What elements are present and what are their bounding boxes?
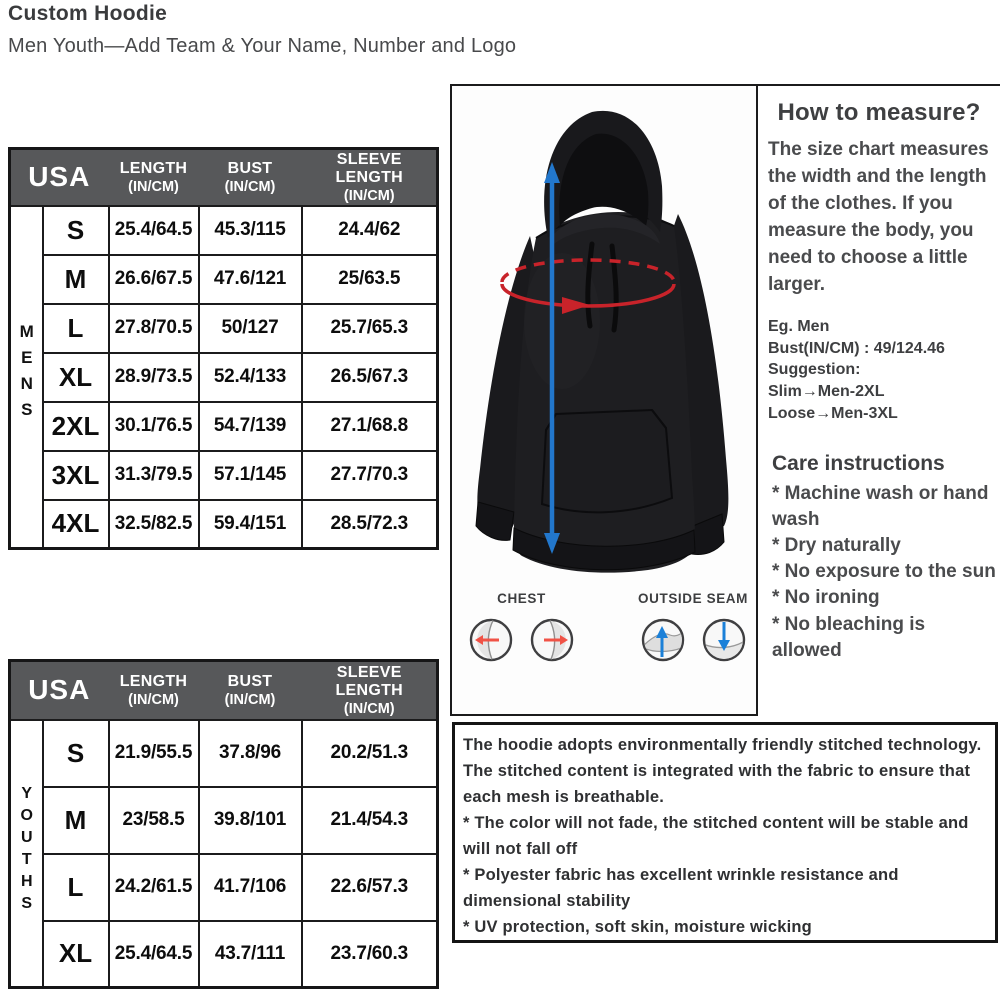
sleeve-cell: 25.7/65.3 xyxy=(302,304,438,353)
size-cell: M xyxy=(43,255,109,304)
chest-measure-right-icon xyxy=(529,617,575,663)
example-line: Suggestion: xyxy=(768,361,861,379)
table-row xyxy=(10,353,438,402)
length-cell: 27.8/70.5 xyxy=(109,304,199,353)
sleeve-cell: 25/63.5 xyxy=(302,255,438,304)
mens-sleeve-header: SLEEVE LENGTH (IN/CM) xyxy=(302,149,438,206)
page-subtitle: Men Youth—Add Team & Your Name, Number and Logo xyxy=(8,35,517,57)
sleeve-cell: 22.6/57.3 xyxy=(302,854,438,921)
description-bullet: * Polyester fabric has excellent wrinkle resistance and dimensional stability xyxy=(463,866,899,911)
description-bullet: * The color will not fade, the stitched content will be stable and will not fall off xyxy=(463,814,969,859)
how-to-measure-panel xyxy=(758,84,1000,716)
length-cell: 25.4/64.5 xyxy=(109,921,199,988)
bust-cell: 47.6/121 xyxy=(199,255,302,304)
table-row xyxy=(10,402,438,451)
sleeve-cell: 28.5/72.3 xyxy=(302,500,438,549)
measure-diagram xyxy=(452,591,756,711)
bust-cell: 39.8/101 xyxy=(199,787,302,854)
care-item: * Dry naturally xyxy=(772,535,901,556)
bust-cell: 43.7/111 xyxy=(199,921,302,988)
length-cell: 32.5/82.5 xyxy=(109,500,199,549)
table-row xyxy=(10,787,438,854)
bust-cell: 37.8/96 xyxy=(199,720,302,787)
table-row xyxy=(10,206,438,255)
table-row xyxy=(10,255,438,304)
length-cell: 25.4/64.5 xyxy=(109,206,199,255)
care-instructions-list xyxy=(772,481,998,665)
size-cell: 4XL xyxy=(43,500,109,549)
measure-heading: How to measure? xyxy=(777,99,981,126)
measure-body-text: The size chart measures the width and the length of the clothes. If you measure the body, you need to choose a little larger. xyxy=(768,139,989,295)
bust-cell: 52.4/133 xyxy=(199,353,302,402)
care-item: * Machine wash or hand wash xyxy=(772,482,989,530)
youths-sleeve-header: SLEEVE LENGTH (IN/CM) xyxy=(302,661,438,720)
youths-side-label-cell xyxy=(10,720,43,988)
care-item: * No exposure to the sun xyxy=(772,561,996,583)
mens-side-label-cell xyxy=(10,206,43,549)
table-row xyxy=(10,854,438,921)
bust-cell: 54.7/139 xyxy=(199,402,302,451)
hoodie-illustration xyxy=(452,86,756,591)
table-row xyxy=(10,451,438,500)
sleeve-cell: 24.4/62 xyxy=(302,206,438,255)
size-cell: XL xyxy=(43,353,109,402)
bust-cell: 57.1/145 xyxy=(199,451,302,500)
youths-table-header-row xyxy=(10,661,438,720)
header xyxy=(8,2,516,58)
mens-bust-header: BUST (IN/CM) xyxy=(199,149,302,206)
length-cell: 24.2/61.5 xyxy=(109,854,199,921)
table-row xyxy=(10,720,438,787)
example-line: Bust(IN/CM) : 49/124.46 xyxy=(768,339,945,357)
chest-measure-left-icon xyxy=(468,617,514,663)
care-item: * No bleaching is allowed xyxy=(772,613,926,661)
size-cell: L xyxy=(43,854,109,921)
size-cell: 2XL xyxy=(43,402,109,451)
length-cell: 28.9/73.5 xyxy=(109,353,199,402)
description-intro: The hoodie adopts environmentally friendly stitched technology. The stitched content is integrated with the fabric to ensure that each mesh is breathable. xyxy=(463,736,982,807)
length-cell: 26.6/67.5 xyxy=(109,255,199,304)
care-heading: Care instructions xyxy=(772,451,945,475)
table-row xyxy=(10,304,438,353)
chest-diagram-group xyxy=(468,591,575,711)
table-row xyxy=(10,500,438,549)
size-cell: S xyxy=(43,206,109,255)
mens-length-header: LENGTH (IN/CM) xyxy=(109,149,199,206)
sleeve-cell: 23.7/60.3 xyxy=(302,921,438,988)
example-line: Eg. Men xyxy=(768,317,830,335)
measure-example xyxy=(768,316,996,425)
length-cell: 21.9/55.5 xyxy=(109,720,199,787)
sleeve-cell: 27.1/68.8 xyxy=(302,402,438,451)
mens-usa-header: USA xyxy=(10,149,109,206)
youths-size-table xyxy=(8,659,439,989)
description-bullet: * UV protection, soft skin, moisture wicking xyxy=(463,918,812,937)
bust-cell: 41.7/106 xyxy=(199,854,302,921)
bust-cell: 59.4/151 xyxy=(199,500,302,549)
product-description-box xyxy=(452,722,998,943)
table-row xyxy=(10,921,438,988)
page-title: Custom Hoodie xyxy=(8,2,168,25)
size-cell: 3XL xyxy=(43,451,109,500)
example-line: Loose→Men-3XL xyxy=(768,404,898,422)
youths-length-header: LENGTH (IN/CM) xyxy=(109,661,199,720)
sleeve-cell: 26.5/67.3 xyxy=(302,353,438,402)
sleeve-cell: 20.2/51.3 xyxy=(302,720,438,787)
sleeve-cell: 21.4/54.3 xyxy=(302,787,438,854)
hoodie-photo-box xyxy=(450,84,758,716)
mens-size-table xyxy=(8,147,439,550)
length-cell: 31.3/79.5 xyxy=(109,451,199,500)
bust-cell: 50/127 xyxy=(199,304,302,353)
outside-seam-label: OUTSIDE SEAM xyxy=(638,591,748,606)
sleeve-cell: 27.7/70.3 xyxy=(302,451,438,500)
care-item: * No ironing xyxy=(772,587,880,609)
outside-seam-diagram-group xyxy=(638,591,748,711)
mens-vertical-label: MENS xyxy=(17,322,37,427)
chest-label: CHEST xyxy=(497,591,546,606)
outside-seam-down-icon xyxy=(701,617,747,663)
bust-cell: 45.3/115 xyxy=(199,206,302,255)
outside-seam-up-icon xyxy=(640,617,686,663)
size-cell: M xyxy=(43,787,109,854)
mens-table-header-row xyxy=(10,149,438,206)
size-cell: S xyxy=(43,720,109,787)
youths-usa-header: USA xyxy=(10,661,109,720)
size-cell: L xyxy=(43,304,109,353)
example-line: Slim→Men-2XL xyxy=(768,383,885,401)
length-cell: 30.1/76.5 xyxy=(109,402,199,451)
youths-bust-header: BUST (IN/CM) xyxy=(199,661,302,720)
length-cell: 23/58.5 xyxy=(109,787,199,854)
youths-vertical-label: YOUTHS xyxy=(18,784,36,917)
size-cell: XL xyxy=(43,921,109,988)
